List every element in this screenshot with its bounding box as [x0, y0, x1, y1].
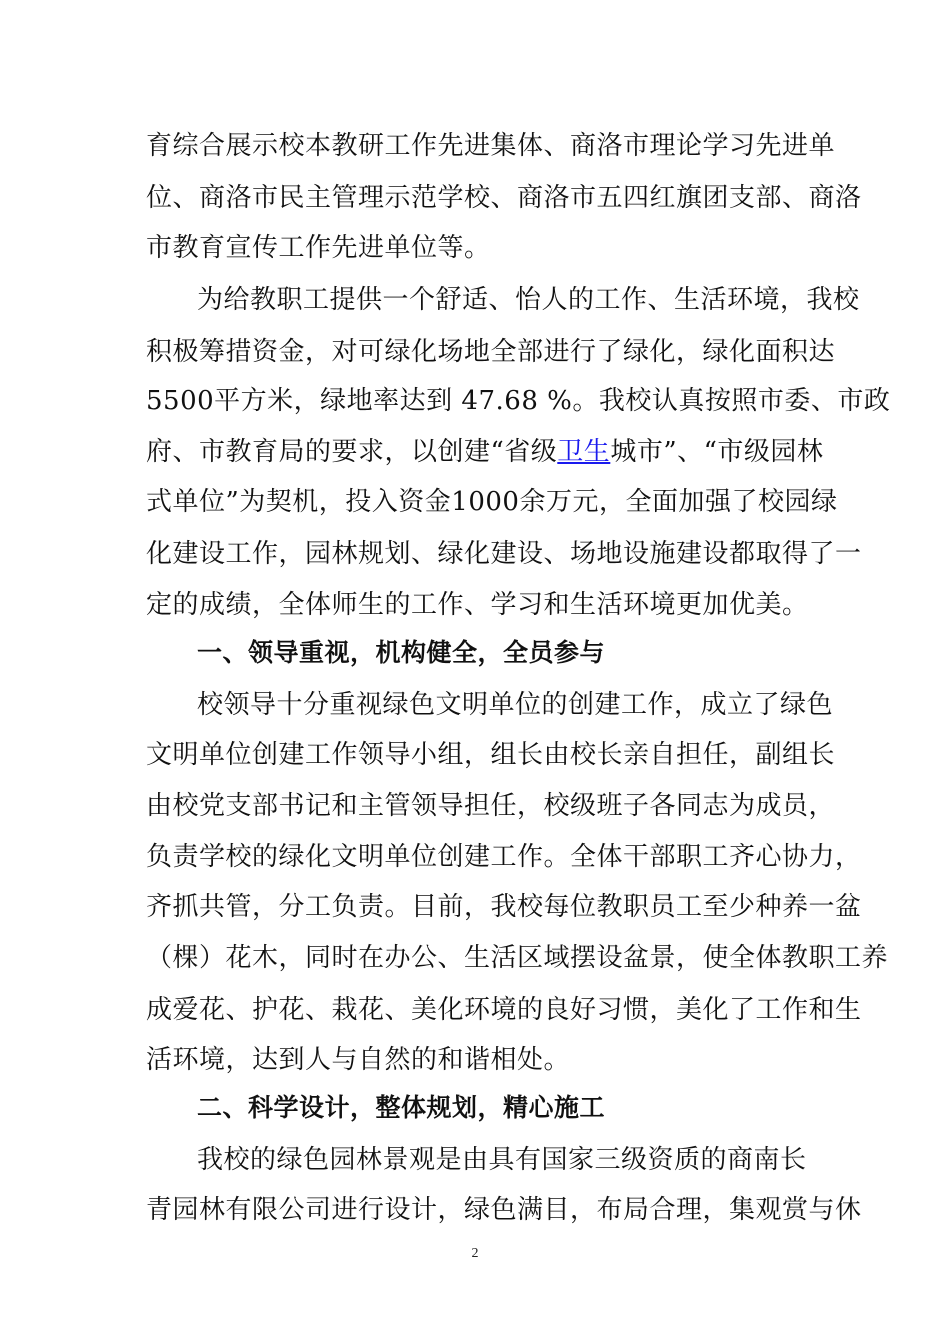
- paragraph-line: 定的成绩，全体师生的工作、学习和生活环境更加优美。: [146, 590, 809, 620]
- paragraph-line: 校领导十分重视绿色文明单位的创建工作，成立了绿色: [197, 690, 834, 720]
- section-heading-1: 一、领导重视，机构健全，全员参与: [197, 638, 606, 667]
- paragraph-line: 积极筹措资金，对可绿化场地全部进行了绿化，绿化面积达: [146, 337, 836, 367]
- section-heading-2: 二、科学设计，整体规划，精心施工: [197, 1093, 606, 1122]
- paragraph-line: 成爱花、护花、栽花、美化环境的良好习惯，美化了工作和生: [146, 995, 862, 1025]
- paragraph-line: 青园林有限公司进行设计，绿色满目，布局合理，集观赏与休: [146, 1195, 862, 1225]
- paragraph-line: 活环境，达到人与自然的和谐相处。: [146, 1045, 571, 1075]
- paragraph-line: 5500平方米，绿地率达到 47.68 %。我校认真按照市委、市政: [146, 386, 891, 416]
- paragraph-line: 式单位”为契机，投入资金1000余万元，全面加强了校园绿: [146, 487, 838, 517]
- paragraph-line: 化建设工作，园林规划、绿化建设、场地设施建设都取得了一: [146, 539, 862, 569]
- paragraph-line: 为给教职工提供一个舒适、怡人的工作、生活环境，我校: [197, 285, 860, 315]
- paragraph-line: 齐抓共管，分工负责。目前，我校每位教职员工至少种养一盆: [146, 892, 862, 922]
- paragraph-line: （棵）花木，同时在办公、生活区域摆设盆景，使全体教职工养: [146, 943, 889, 973]
- paragraph-line: 文明单位创建工作领导小组，组长由校长亲自担任，副组长: [146, 740, 836, 770]
- link-line-before: 府、市教育局的要求，以创建“省级: [146, 437, 558, 467]
- paragraph-line: 市教育宣传工作先进单位等。: [146, 233, 491, 263]
- link-line-after: 城市”、“市级园林: [610, 437, 824, 467]
- paragraph-line: 我校的绿色园林景观是由具有国家三级资质的商南长: [197, 1145, 807, 1175]
- page-number: 2: [471, 1246, 479, 1261]
- hygiene-link[interactable]: 卫生: [557, 437, 611, 467]
- paragraph-line-with-link: [146, 435, 826, 469]
- paragraph-line: 负责学校的绿化文明单位创建工作。全体干部职工齐心协力，: [146, 842, 862, 872]
- paragraph-line: 由校党支部书记和主管领导担任，校级班子各同志为成员，: [146, 791, 836, 821]
- paragraph-line: 位、商洛市民主管理示范学校、商洛市五四红旗团支部、商洛: [146, 183, 862, 213]
- paragraph-line: 育综合展示校本教研工作先进集体、商洛市理论学习先进单: [146, 131, 836, 161]
